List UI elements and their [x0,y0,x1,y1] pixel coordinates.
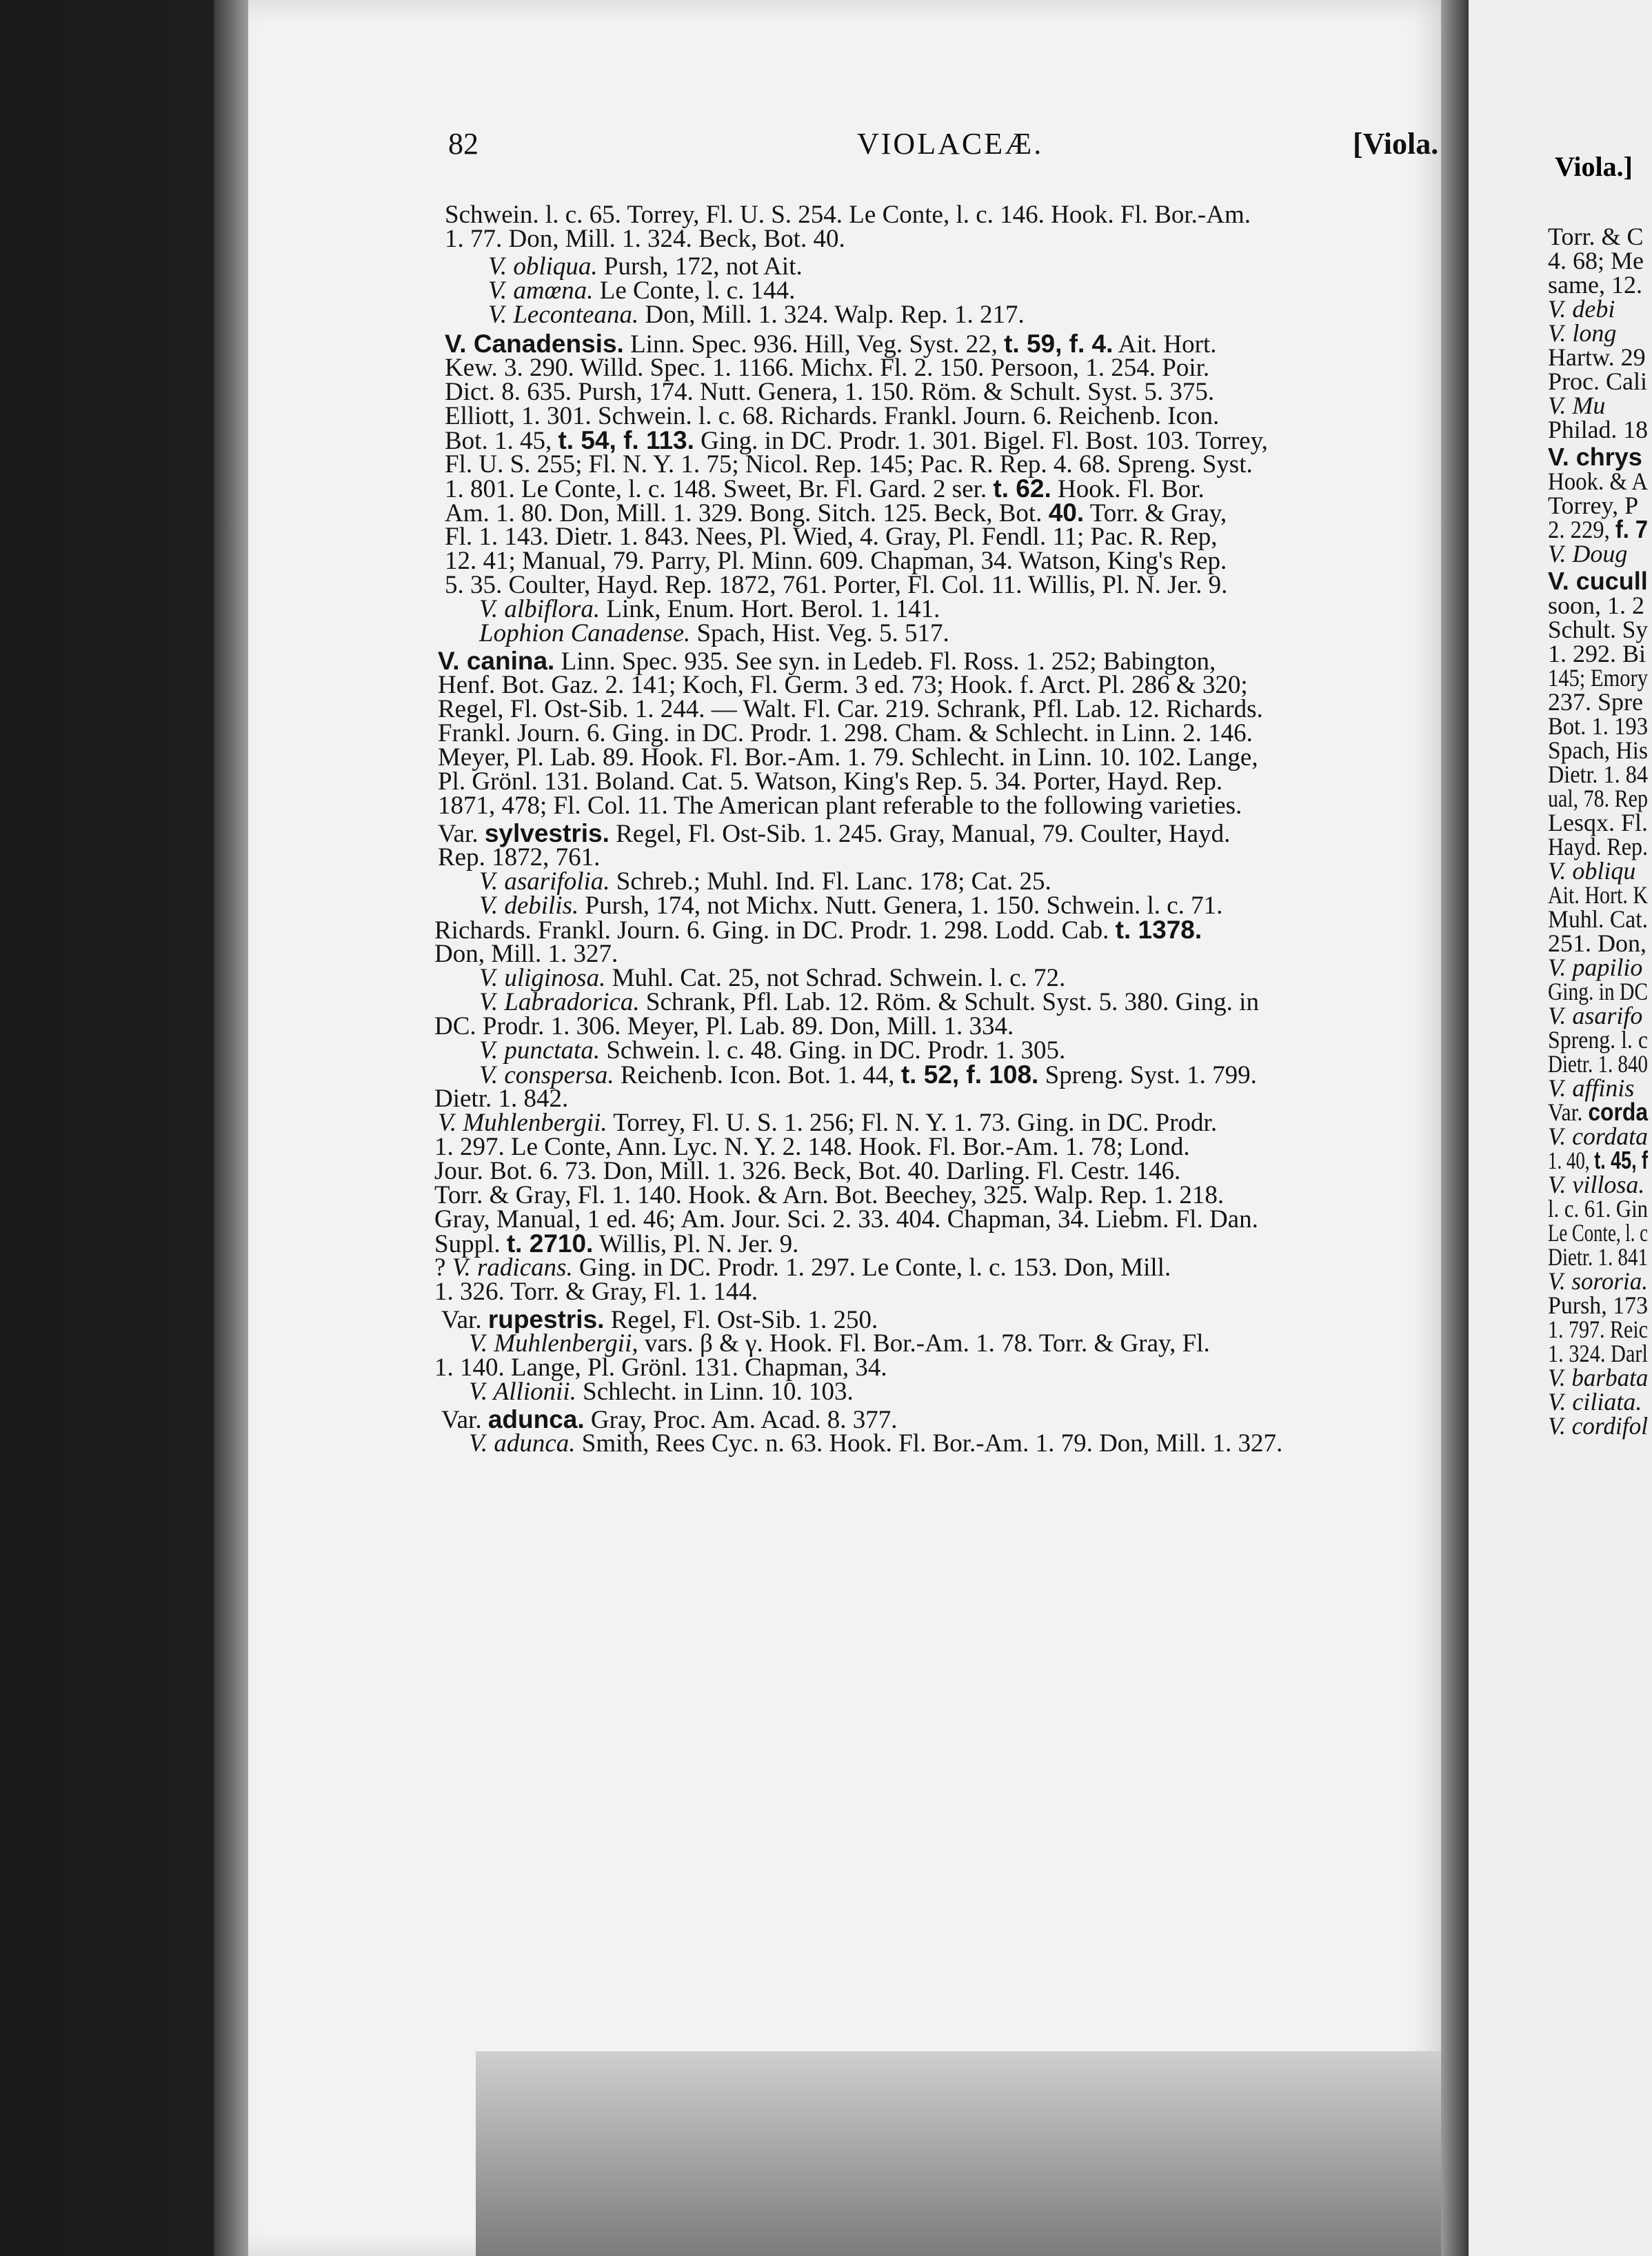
facing-text-line [1548,714,1648,738]
text-line [438,1110,1217,1136]
citation-text: DC. Prodr. 1. 306. Meyer, Pl. Lab. 89. Don, Mill. 1. 334. [434,1012,1014,1040]
citation-text: 1. 801. Le Conte, l. c. 148. Sweet, Br. Fl. Gard. 2 ser. [445,475,994,503]
italic-synonym: Lophion Canadense. [479,619,691,647]
text-line [469,1379,854,1404]
text-line [438,745,1258,770]
text-line [434,941,618,967]
citation-text: Bot. 1. 193 [1548,712,1649,740]
text-line [479,869,1051,894]
bold-taxon-or-plate: sylvestris. [484,819,610,847]
text-line [445,403,1219,429]
text-line [488,278,795,303]
facing-text-line [1548,1172,1644,1197]
text-line [434,1279,758,1305]
facing-text-line [1548,1220,1648,1245]
facing-text-line [1548,272,1642,297]
citation-text: Kew. 3. 290. Willd. Spec. 1. 1166. Michx. Fl. 2. 150. Persoon, 1. 254. Poir. [445,354,1210,382]
citation-text: Ait. Hort. K [1548,881,1648,909]
citation-text: Smith, Rees Cyc. n. 63. Hook. Fl. Bor.-Am. 1. 79. Don, Mill. 1. 327. [575,1429,1283,1458]
citation-text: Richards. Frankl. Journ. 6. Ging. in DC. Prodr. 1. 298. Lodd. Cab. [434,916,1116,945]
text-line [438,721,1253,746]
bold-taxon-or-plate: t. 45, f [1594,1146,1649,1174]
facing-text-line [1548,931,1646,956]
citation-text: Jour. Bot. 6. 73. Don, Mill. 1. 326. Beck, Bot. 40. Darling. Fl. Cestr. 146. [434,1157,1181,1185]
text-line [479,965,1065,991]
italic-synonym: V. debilis. [479,892,579,920]
italic-synonym: V. asarifo [1548,1002,1643,1029]
citation-text: Spreng. l. c [1548,1026,1648,1054]
citation-text: Hook. & A [1548,467,1649,495]
citation-text: Bot. 1. 45, [445,427,558,455]
citation-text: Le Conte, l. c. 144. [593,276,796,305]
facing-text-line [1548,1341,1648,1366]
text-line [445,476,1205,502]
text-line [434,1158,1180,1184]
facing-text-line [1548,369,1647,394]
italic-synonym: V. cordata [1548,1122,1649,1150]
italic-synonym: V. Muhlenbergii, [469,1329,638,1358]
citation-text: Fl. 1. 143. Dietr. 1. 843. Nees, Pl. Wied, 4. Gray, Pl. Fendl. 11; Pac. R. Rep, [445,523,1218,551]
facing-text-line [1548,1293,1648,1318]
citation-text: Hook. Fl. Bor. [1051,475,1205,503]
citation-text: Schwein. l. c. 48. Ging. in DC. Prodr. 1. 305. [600,1036,1066,1065]
citation-text: Spach, Hist. Veg. 5. 517. [690,619,949,647]
text-line [434,1134,1190,1160]
facing-text-line [1548,810,1648,835]
citation-text: Gray, Manual, 1 ed. 46; Am. Jour. Sci. 2. 33. 404. Chapman, 34. Liebm. Fl. Dan. [434,1205,1258,1233]
citation-text: Proc. Cali [1548,367,1647,395]
italic-synonym: V. papilio [1548,954,1643,981]
facing-text-line [1548,569,1648,594]
facing-text-line [1548,689,1643,714]
citation-text: Elliott, 1. 301. Schwein. l. c. 68. Richards. Frankl. Journ. 6. Reichenb. Icon. [445,402,1220,430]
bold-taxon-or-plate: t. 62. [993,474,1051,503]
citation-text: 5. 35. Coulter, Hayd. Rep. 1872, 761. Porter, Fl. Col. 11. Willis, Pl. N. Jer. 9. [445,571,1228,599]
citation-text: Schult. Sy [1548,616,1649,643]
facing-text-line [1548,1027,1648,1052]
citation-text: Var. [441,1406,488,1434]
italic-synonym: V. sororia. [1548,1267,1649,1295]
facing-text-line [1548,321,1616,345]
citation-text: Torr. & C [1548,223,1644,250]
bold-taxon-or-plate: t. 59, f. 4. [1004,330,1114,358]
bold-taxon-or-plate: V. chrys [1548,443,1642,471]
facing-text-line [1548,762,1648,787]
citation-text: Regel, Fl. Ost-Sib. 1. 250. [604,1306,878,1334]
text-line [438,769,1222,794]
citation-text: 251. Don, [1548,929,1646,957]
text-line [438,845,600,870]
citation-text: Var. [441,1306,488,1334]
citation-text: Schreb.; Muhl. Ind. Fl. Lanc. 178; Cat. 25. [610,867,1051,896]
citation-text: Pursh, 174, not Michx. Nutt. Genera, 1. 150. Schwein. l. c. 71. [578,892,1223,920]
citation-text: Gray, Proc. Am. Acad. 8. 377. [584,1406,898,1434]
page-edge-shadow [1441,0,1472,2256]
citation-text: Pursh, 172, not Ait. [597,252,803,281]
italic-synonym: V. asarifolia. [479,867,610,896]
italic-synonym: V. obliqu [1548,857,1636,885]
text-line [445,379,1214,405]
bold-taxon-or-plate: adunca. [487,1405,585,1433]
citation-text: 4. 68; Me [1548,247,1644,274]
text-line [438,793,1242,818]
citation-text: Le Conte, l. c [1548,1219,1648,1247]
citation-text: 1. 40, [1548,1147,1595,1174]
italic-synonym: V. uliginosa. [479,964,606,992]
facing-text-line [1548,979,1648,1004]
citation-text: Var. [438,820,485,848]
text-line [434,1355,887,1380]
facing-text-line [1548,883,1648,907]
italic-synonym: V. barbata [1548,1364,1649,1391]
citation-text: Pl. Grönl. 131. Boland. Cat. 5. Watson, King's Rep. 5. 34. Porter, Hayd. Rep. [438,767,1223,796]
text-line [445,202,1251,228]
facing-text-line [1548,1148,1648,1173]
citation-text: Frankl. Journ. 6. Ging. in DC. Prodr. 1. 298. Cham. & Schlecht. in Linn. 2. 146. [438,719,1253,747]
facing-text-line [1548,834,1648,859]
facing-text-line [1548,641,1646,666]
citation-text: Torr. & Gray, [1084,499,1227,527]
citation-text: 1. 77. Don, Mill. 1. 324. Beck, Bot. 40. [445,225,845,253]
facing-text-line [1548,393,1605,418]
citation-text: 237. Spre [1548,688,1643,716]
citation-text: Ging. in DC. Prodr. 1. 301. Bigel. Fl. Bost. 103. Torrey, [694,427,1268,455]
text-line [488,302,1025,328]
citation-text: Dietr. 1. 842. [434,1085,569,1113]
text-line [469,1331,1210,1356]
citation-text: Henf. Bot. Gaz. 2. 141; Koch, Fl. Germ. 3 ed. 73; Hook. f. Arct. Pl. 286 & 320; [438,671,1248,699]
facing-text-line [1548,1317,1648,1342]
facing-text-line [1548,1124,1648,1149]
facing-text-line [1548,786,1648,811]
facing-text-line [1548,738,1648,763]
text-line [445,355,1209,381]
text-line [479,989,1259,1015]
text-line [438,672,1248,698]
italic-synonym: V. obliqua. [488,252,598,281]
citation-text: 1. 292. Bi [1548,640,1646,667]
italic-synonym: V. Allionii. [469,1378,576,1406]
facing-text-line [1548,665,1648,690]
italic-synonym: V. Labradorica. [479,988,640,1016]
bold-taxon-or-plate: corda [1588,1098,1649,1126]
citation-text: Var. [1548,1098,1589,1126]
italic-synonym: V. adunca. [469,1429,576,1458]
facing-text-line [1548,955,1642,980]
citation-text: Ging. in DC. Prodr. 1. 297. Le Conte, l. c. 153. Don, Mill. [572,1253,1171,1282]
facing-page-running-head: Viola.] [1555,151,1633,182]
italic-synonym: V. ciliata. [1548,1388,1642,1416]
citation-text: 1. 324. Darl [1548,1340,1648,1367]
text-line [445,524,1217,550]
citation-text: Torrey, Fl. U. S. 1. 256; Fl. N. Y. 1. 73. Ging. in DC. Prodr. [607,1109,1218,1137]
italic-synonym: V. amœna. [488,276,594,305]
italic-synonym: V. punctata. [479,1036,601,1065]
bold-taxon-or-plate: t. 1378. [1115,916,1202,944]
citation-text: Meyer, Pl. Lab. 89. Hook. Fl. Bor.-Am. 1. 79. Schlecht. in Linn. 10. 102. Lange, [438,743,1258,772]
text-line [479,596,940,622]
facing-text-line [1548,445,1642,470]
text-line [488,254,803,279]
facing-text-line [1548,617,1648,642]
citation-text: same, 12. [1548,271,1642,299]
citation-text: soon, 1. 2 [1548,592,1645,619]
citation-text: l. c. 61. Gin [1548,1195,1648,1222]
text-line [445,572,1227,598]
facing-text-line [1548,1051,1648,1076]
page-number: 82 [448,127,479,161]
facing-text-line [1548,1196,1648,1221]
facing-text-line [1548,248,1644,273]
citation-text: Linn. Spec. 935. See syn. in Ledeb. Fl. Ross. 1. 252; Babington, [554,647,1216,676]
italic-synonym: V. conspersa. [479,1061,614,1089]
text-line [445,548,1227,574]
citation-text: Spach, His [1548,736,1648,764]
facing-text-line [1548,469,1648,494]
bold-taxon-or-plate: t. 2710. [506,1229,594,1258]
citation-text: Torr. & Gray, Fl. 1. 140. Hook. & Arn. Bot. Beechey, 325. Walp. Rep. 1. 218. [434,1181,1225,1209]
citation-text: Suppl. [434,1230,507,1258]
bold-taxon-or-plate: 40. [1048,498,1085,527]
citation-text: Dietr. 1. 84 [1548,761,1648,788]
facing-text-line [1548,1413,1648,1438]
citation-text: 12. 41; Manual, 79. Parry, Pl. Minn. 609. Chapman, 34. Watson, King's Rep. [445,547,1227,575]
citation-text: Link, Enum. Hort. Berol. 1. 141. [600,595,940,623]
facing-text-line [1548,1269,1648,1293]
facing-text-line [1548,1003,1642,1028]
citation-text: 1. 297. Le Conte, Ann. Lyc. N. Y. 2. 148. Hook. Fl. Bor.-Am. 1. 78; Lond. [434,1133,1190,1161]
text-line [445,226,845,252]
citation-text: Schwein. l. c. 65. Torrey, Fl. U. S. 254. Le Conte, l. c. 146. Hook. Fl. Bor.-Am. [445,201,1251,229]
text-line [479,1038,1065,1063]
facing-text-line [1548,1389,1642,1414]
citation-text: Hayd. Rep. [1548,833,1648,860]
text-line [434,1086,568,1111]
citation-text: 1. 797. Reic [1548,1316,1648,1343]
citation-text: Regel, Fl. Ost-Sib. 1. 244. — Walt. Fl. Car. 219. Schrank, Pfl. Lab. 12. Richards. [438,695,1263,723]
italic-synonym: V. radicans. [452,1253,573,1282]
citation-text: Torrey, P [1548,492,1639,519]
bold-taxon-or-plate: f. 7 [1615,515,1649,543]
italic-synonym: V. debi [1548,295,1615,323]
citation-text: Don, Mill. 1. 324. Walp. Rep. 1. 217. [638,301,1025,329]
facing-text-line [1548,1245,1648,1269]
facing-text-line [1548,593,1644,618]
text-line [434,1182,1224,1208]
citation-text: Regel, Fl. Ost-Sib. 1. 245. Gray, Manual, 79. Coulter, Hayd. [609,820,1231,848]
text-line [434,1014,1014,1039]
citation-text: Dict. 8. 635. Pursh, 174. Nutt. Genera, 1. 150. Röm. & Schult. Syst. 5. 375. [445,378,1215,406]
text-line [434,1207,1258,1232]
citation-text: Dietr. 1. 840 [1548,1050,1648,1078]
bold-taxon-or-plate: t. 52, f. 108. [900,1060,1039,1089]
italic-synonym: V. Doug [1548,540,1628,567]
italic-synonym: V. cordifol [1548,1412,1649,1440]
citation-text: Muhl. Cat. [1548,905,1649,933]
facing-text-line [1548,517,1648,542]
page-bottom-edge [476,2051,1441,2256]
bold-taxon-or-plate: t. 54, f. 113. [558,426,694,454]
facing-text-line [1548,1076,1634,1100]
facing-text-line [1548,345,1646,370]
citation-text: vars. β & γ. Hook. Fl. Bor.-Am. 1. 78. Torr. & Gray, Fl. [638,1329,1210,1358]
citation-text: Willis, Pl. N. Jer. 9. [593,1230,799,1258]
facing-text-line [1548,907,1648,931]
citation-text: Hartw. 29 [1548,343,1646,371]
citation-text: 2. 229, [1548,516,1615,543]
text-line [469,1431,1282,1456]
facing-text-line [1548,224,1643,249]
citation-text: Rep. 1872, 761. [438,843,601,872]
text-line [445,452,1253,477]
bold-taxon-or-plate: rupestris. [487,1305,605,1333]
italic-synonym: V. Muhlenbergii. [438,1109,607,1137]
italic-synonym: V. affinis [1548,1074,1635,1102]
citation-text: 1. 140. Lange, Pl. Grönl. 131. Chapman, 34. [434,1353,887,1382]
facing-text-line [1548,1365,1648,1390]
citation-text: Muhl. Cat. 25, not Schrad. Schwein. l. c. 72. [605,964,1066,992]
italic-synonym: V. Leconteana. [488,301,639,329]
text-line [434,1255,1171,1280]
bold-taxon-or-plate: V. cucull [1548,567,1648,595]
citation-text: Schrank, Pfl. Lab. 12. Röm. & Schult. Syst. 5. 380. Ging. in [639,988,1259,1016]
running-head-genus: [Viola. [1353,127,1439,161]
facing-text-line [1548,493,1638,518]
citation-text: Am. 1. 80. Don, Mill. 1. 329. Bong. Sitch. 125. Beck, Bot. [445,499,1049,527]
text-line [479,621,949,646]
bold-taxon-or-plate: V. canina. [438,647,555,675]
citation-text: Pursh, 173 [1548,1291,1649,1319]
italic-synonym: V. Mu [1548,392,1606,419]
citation-text: 1. 326. Torr. & Gray, Fl. 1. 144. [434,1278,758,1306]
citation-text: Don, Mill. 1. 327. [434,940,618,968]
bold-taxon-or-plate: V. Canadensis. [445,330,624,358]
facing-text-line [1548,541,1627,566]
text-line [438,696,1263,722]
citation-text: ? [434,1253,452,1282]
text-line [479,1062,1257,1088]
citation-text: Ait. Hort. [1113,330,1217,359]
citation-text: Lesqx. Fl. [1548,809,1649,836]
citation-text: Linn. Spec. 936. Hill, Veg. Syst. 22, [623,330,1005,359]
citation-text: Dietr. 1. 841 [1548,1243,1648,1271]
citation-text: Schlecht. in Linn. 10. 103. [576,1378,854,1406]
facing-text-line [1548,296,1615,321]
citation-text: ual, 78. Rep [1548,785,1648,812]
text-line [479,893,1222,918]
italic-synonym: V. albiflora. [479,595,601,623]
running-title: VIOLACEÆ. [857,127,1044,161]
citation-text: 1871, 478; Fl. Col. 11. The American plant referable to the following varieties. [438,792,1242,820]
citation-text: Fl. U. S. 255; Fl. N. Y. 1. 75; Nicol. Rep. 145; Pac. R. Rep. 4. 68. Spreng. Syst. [445,450,1253,479]
facing-text-line [1548,858,1635,883]
italic-synonym: V. long [1548,319,1617,347]
citation-text: 145; Emory [1548,664,1648,692]
citation-text: Philad. 18 [1548,416,1649,443]
italic-synonym: V. villosa. [1548,1171,1645,1198]
facing-text-line [1548,417,1648,442]
citation-text: Ging. in DC [1548,978,1649,1005]
citation-text: Spreng. Syst. 1. 799. [1038,1061,1257,1089]
facing-text-line [1548,1100,1648,1125]
citation-text: Reichenb. Icon. Bot. 1. 44, [614,1061,901,1089]
